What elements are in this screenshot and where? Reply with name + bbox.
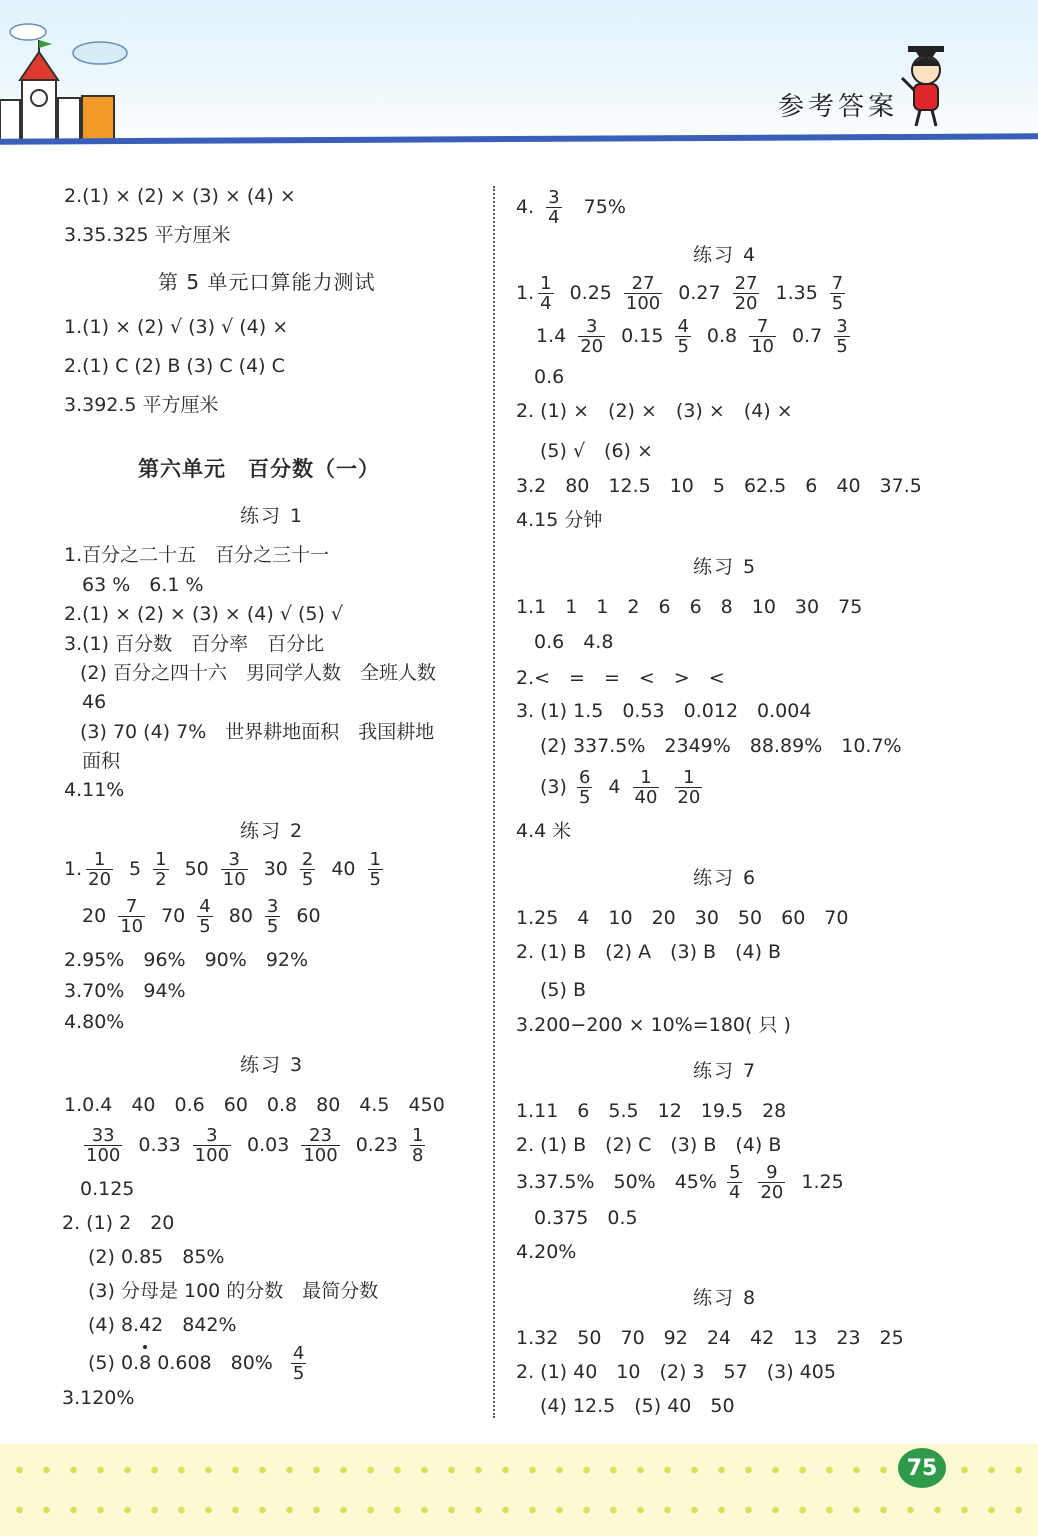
answer-line: (5) √ (6) × <box>540 440 653 462</box>
answer-line: 3.70% 94% <box>64 980 186 1002</box>
answer-line: 4.80% <box>64 1011 125 1033</box>
answer-line: 0.125 <box>80 1178 135 1200</box>
answer-text: (5) 0. <box>88 1352 140 1374</box>
answer-value: 0.8 <box>706 325 738 347</box>
answer-value: 70 <box>161 905 186 927</box>
denominator: 20 <box>734 293 758 314</box>
answer-value: 40 <box>331 858 356 880</box>
denominator: 40 <box>634 787 658 808</box>
answer-line: 2. (1) 2 20 <box>62 1212 175 1234</box>
answer-line: 1.1 1 1 2 6 6 8 10 30 75 <box>516 596 863 618</box>
numerator: 3 <box>836 316 848 337</box>
fraction <box>291 1344 306 1383</box>
numerator: 33 <box>91 1125 115 1146</box>
answer-value: 0.33 <box>138 1134 181 1156</box>
denominator: 10 <box>120 916 144 937</box>
answer-row <box>536 316 854 357</box>
fraction <box>577 768 592 807</box>
denominator: 100 <box>625 293 661 314</box>
answer-value: 0.7 <box>792 325 823 347</box>
answer-value: 1.35 <box>775 282 818 304</box>
answer-value: 0.25 <box>569 282 612 304</box>
answer-line: 0.6 <box>534 366 565 388</box>
answer-line: 2.(1) C (2) B (3) C (4) C <box>64 355 285 377</box>
answer-line: 4.11% <box>64 779 125 801</box>
denominator: 5 <box>301 869 314 890</box>
answer-line: (3) 分母是 100 的分数 最简分数 <box>88 1280 379 1302</box>
answer-line: 4.15 分钟 <box>516 509 603 531</box>
answer-line: 1.11 6 5.5 12 19.5 28 <box>516 1100 787 1122</box>
denominator: 20 <box>760 1182 784 1203</box>
answer-line <box>80 1126 429 1165</box>
answer-line: 2. (1) B (2) C (3) B (4) B <box>516 1134 782 1156</box>
denominator: 5 <box>677 336 689 357</box>
denominator: 5 <box>831 293 844 314</box>
denominator: 20 <box>580 336 604 357</box>
fraction <box>834 317 849 356</box>
answer-value: 20 <box>82 905 107 927</box>
fraction <box>749 317 776 356</box>
answer-line: 2. (1) 40 10 (2) 3 57 (3) 405 <box>516 1361 836 1383</box>
numerator: 27 <box>631 273 655 294</box>
answer-line: 2. (1) B (2) A (3) B (4) B <box>516 941 782 963</box>
denominator: 100 <box>86 1145 121 1166</box>
numerator: 27 <box>734 273 758 294</box>
answer-line <box>540 768 706 807</box>
exercise-title: 练习 5 <box>693 556 758 578</box>
answer-line: 3.392.5 平方厘米 <box>64 394 219 416</box>
answer-line: 0.375 0.5 <box>534 1207 638 1229</box>
answer-line: 2. (1) × (2) × (3) × (4) × <box>516 400 793 422</box>
item-number: 1. <box>64 858 83 880</box>
page-footer <box>0 1444 1038 1536</box>
answer-value: 0.27 <box>678 282 721 304</box>
denominator: 5 <box>369 869 381 890</box>
numerator: 7 <box>756 316 769 337</box>
page-number: 75 <box>898 1448 946 1488</box>
answer-line: (2) 百分之四十六 男同学人数 全班人数 <box>80 662 436 684</box>
numerator: 1 <box>683 767 695 788</box>
fraction <box>675 317 690 356</box>
answer-value: 0.15 <box>621 325 664 347</box>
fraction <box>153 850 168 889</box>
answer-line: (4) 12.5 (5) 40 50 <box>540 1395 735 1417</box>
answer-value: 1.25 <box>801 1171 844 1193</box>
fraction <box>578 317 605 356</box>
numerator: 3 <box>585 316 598 337</box>
answer-line: 0.6 4.8 <box>534 631 614 653</box>
answer-value: 5 <box>129 858 142 880</box>
answer-line <box>516 274 849 313</box>
fraction <box>265 897 280 936</box>
cloud-icon <box>70 38 130 66</box>
fraction <box>733 274 760 313</box>
answer-value: 60 <box>296 905 321 927</box>
exercise-title: 练习 3 <box>240 1054 305 1076</box>
answer-value: 1.4 <box>536 325 567 347</box>
header-title: 参考答案 <box>778 92 899 122</box>
fraction <box>118 897 145 936</box>
answer-line: 2.95% 96% 90% 92% <box>64 949 309 971</box>
denominator: 20 <box>88 869 112 890</box>
answer-line: 1.0.4 40 0.6 60 0.8 80 4.5 450 <box>64 1094 445 1116</box>
answer-text: (3) <box>540 776 567 798</box>
exercise-title: 练习 4 <box>693 244 758 266</box>
fraction <box>86 850 113 889</box>
answer-row <box>82 896 321 937</box>
fraction <box>197 897 212 936</box>
numerator: 4 <box>199 896 211 917</box>
numerator: 1 <box>412 1125 424 1146</box>
fraction <box>546 188 561 227</box>
fraction <box>368 850 383 889</box>
answer-value: 0.03 <box>247 1134 290 1156</box>
numerator: 3 <box>548 187 560 208</box>
numerator: 3 <box>266 896 279 917</box>
answer-line: 面积 <box>82 750 121 772</box>
answer-value: 50 <box>184 858 209 880</box>
answer-line: 3. (1) 1.5 0.53 0.012 0.004 <box>516 700 812 722</box>
numerator: 4 <box>677 316 689 337</box>
denominator: 100 <box>194 1145 230 1166</box>
answer-line <box>516 1163 844 1202</box>
denominator: 5 <box>292 1363 305 1384</box>
fraction <box>675 768 702 807</box>
answer-line: 4.4 米 <box>516 820 572 842</box>
fraction <box>221 850 248 889</box>
fraction <box>830 274 845 313</box>
fraction <box>624 274 662 313</box>
denominator: 5 <box>836 336 848 357</box>
denominator: 4 <box>548 207 560 228</box>
answer-text: 0.608 80% <box>157 1352 273 1374</box>
fraction <box>193 1126 231 1165</box>
answer-line: 4.20% <box>516 1241 577 1263</box>
answer-line: 3.(1) 百分数 百分率 百分比 <box>64 633 325 655</box>
numerator: 1 <box>540 273 552 294</box>
denominator: 5 <box>266 916 279 937</box>
answer-line: 1.25 4 10 20 30 50 60 70 <box>516 907 849 929</box>
repeating-digit: 8 <box>139 1352 152 1374</box>
numerator: 1 <box>369 849 381 870</box>
numerator: 5 <box>729 1162 741 1183</box>
denominator: 5 <box>199 916 211 937</box>
answer-text: 3.37.5% 50% 45% <box>516 1171 717 1193</box>
answer-line: (2) 0.85 85% <box>88 1246 225 1268</box>
numerator: 7 <box>831 273 844 294</box>
answer-line: 1.32 50 70 92 24 42 13 23 25 <box>516 1327 904 1349</box>
item-number: 1. <box>516 282 535 304</box>
numerator: 6 <box>578 767 591 788</box>
answer-row <box>80 1125 429 1166</box>
numerator: 9 <box>766 1162 778 1183</box>
denominator: 4 <box>540 293 552 314</box>
fraction <box>633 768 660 807</box>
exercise-title: 练习 2 <box>240 820 305 842</box>
answer-line: (5) B <box>540 979 586 1001</box>
answer-row <box>723 1162 844 1203</box>
fraction <box>301 1126 339 1165</box>
numerator: 4 <box>292 1343 305 1364</box>
answer-value: 30 <box>263 858 288 880</box>
section-title: 第 5 单元口算能力测试 <box>158 270 376 294</box>
item-number: 4. <box>516 196 535 218</box>
answer-line: (2) 337.5% 2349% 88.89% 10.7% <box>540 735 902 757</box>
numerator: 3 <box>228 849 240 870</box>
answer-line: 1.(1) × (2) √ (3) √ (4) × <box>64 316 289 338</box>
answer-line <box>516 188 626 227</box>
denominator: 20 <box>677 787 701 808</box>
cloud-icon <box>8 20 48 42</box>
numerator: 23 <box>309 1125 332 1146</box>
numerator: 2 <box>301 849 314 870</box>
student-girl-illustration <box>896 40 956 130</box>
answer-line: 2.(1) × (2) × (3) × (4) × <box>64 185 296 207</box>
answer-line <box>536 317 854 356</box>
page-header <box>0 0 1038 150</box>
denominator: 10 <box>751 336 775 357</box>
answer-value: 4 <box>608 776 621 798</box>
numerator: 3 <box>206 1125 218 1146</box>
answer-line: 3.200−200 × 10%=180( 只 ) <box>516 1014 791 1036</box>
numerator: 1 <box>155 849 167 870</box>
answer-value: 80 <box>228 905 253 927</box>
unit-title: 第六单元 百分数（一） <box>138 457 380 481</box>
answer-line: (4) 8.42 842% <box>88 1314 237 1336</box>
exercise-title: 练习 8 <box>693 1287 758 1309</box>
answer-line <box>88 1344 310 1383</box>
answer-row <box>82 849 387 890</box>
answer-line: 3.2 80 12.5 10 5 62.5 6 40 37.5 <box>516 475 922 497</box>
exercise-title: 练习 1 <box>240 505 305 527</box>
answer-line: 3.35.325 平方厘米 <box>64 224 231 246</box>
denominator: 5 <box>578 787 591 808</box>
answer-text: 75% <box>583 196 626 218</box>
exercise-title: 练习 7 <box>693 1060 758 1082</box>
column-divider <box>493 186 495 1418</box>
exercise-title: 练习 6 <box>693 867 758 889</box>
answer-line: 1.百分之二十五 百分之三十一 <box>64 544 330 566</box>
fraction <box>758 1163 785 1202</box>
answer-line <box>64 850 387 889</box>
denominator: 100 <box>303 1145 338 1166</box>
fraction <box>538 274 553 313</box>
numerator: 7 <box>125 896 138 917</box>
header-band <box>0 133 1038 144</box>
fraction <box>300 850 315 889</box>
numerator: 1 <box>93 849 106 870</box>
denominator: 10 <box>222 869 246 890</box>
denominator: 2 <box>155 869 167 890</box>
fraction <box>727 1163 742 1202</box>
answer-line: 46 <box>82 691 107 713</box>
denominator: 8 <box>412 1145 424 1166</box>
fraction <box>410 1126 425 1165</box>
answer-line: (3) 70 (4) 7% 世界耕地面积 我国耕地 <box>80 721 435 743</box>
answer-line: 63 % 6.1 % <box>82 574 204 596</box>
answer-line: 2.< = = < > < <box>516 667 725 689</box>
answer-row <box>534 273 849 314</box>
fraction <box>84 1126 122 1165</box>
answer-value: 0.23 <box>355 1134 399 1156</box>
numerator: 1 <box>640 767 652 788</box>
denominator: 4 <box>729 1182 741 1203</box>
answer-line: 3.120% <box>62 1387 135 1409</box>
answer-line: 2.(1) × (2) × (3) × (4) √ (5) √ <box>64 603 344 625</box>
answer-row <box>573 767 706 808</box>
answer-line <box>82 897 321 936</box>
